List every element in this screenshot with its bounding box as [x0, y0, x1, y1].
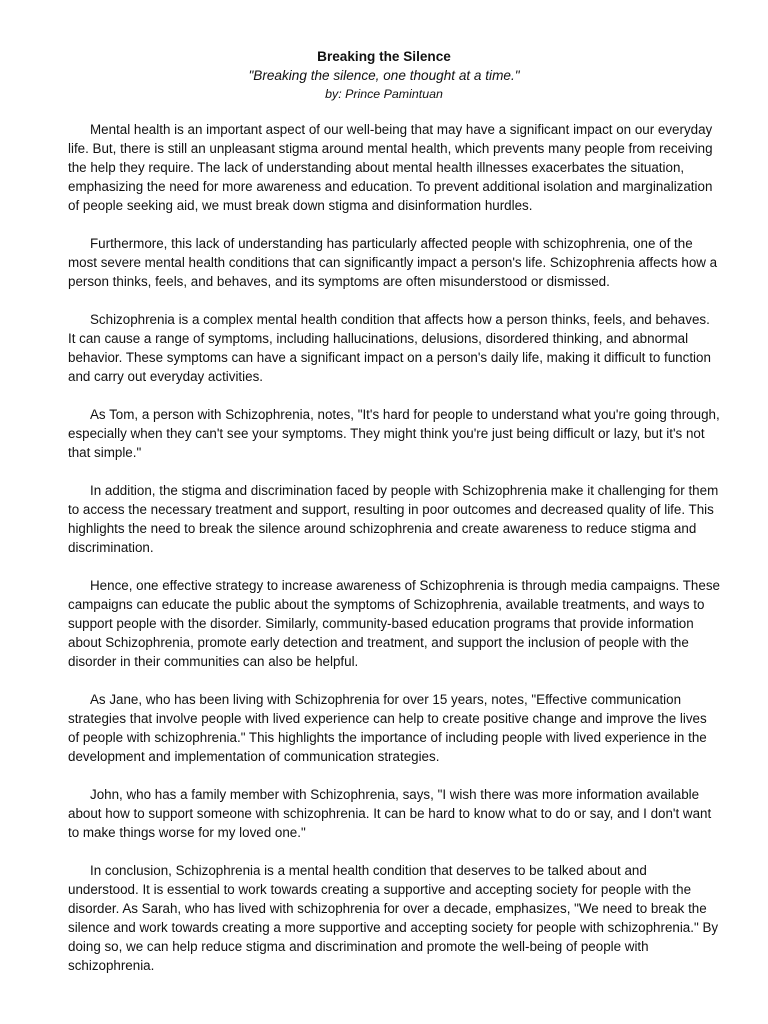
paragraph-john-quote: John, who has a family member with Schizophrenia, says, "I wish there was more information available about how to support someone with schizophrenia. It can be hard to know what to do or say, and I don't want to make things worse for my loved one."	[68, 787, 712, 840]
document-header	[0, 47, 768, 104]
paragraph-conclusion: In conclusion, Schizophrenia is a mental health condition that deserves to be talked about and understood. It is essential to work towards creating a supportive and accepting society for people with the disorder. As Sarah, who has lived with schizophrenia for over a decade, emphasizes, "We need to break the silence and work towards creating a more supportive and accepting society for people with schizophrenia." By doing so, we can help reduce stigma and discrimination and promote the well-being of people with schizophrenia.	[68, 863, 719, 973]
paragraph-tom-quote: As Tom, a person with Schizophrenia, notes, "It's hard for people to understand what you're going through, especially when they can't see your symptoms. They might think you're just being difficult or lazy, but it's not that simple."	[68, 407, 720, 460]
document-title: Breaking the Silence	[317, 49, 451, 64]
document-subtitle: "Breaking the silence, one thought at a time."	[248, 68, 520, 83]
paragraph-stigma: In addition, the stigma and discrimination faced by people with Schizophrenia make it challenging for them to access the necessary treatment and support, resulting in poor outcomes and decreased quality of life. This highlights the need to break the silence around schizophrenia and create awareness to reduce stigma and discrimination.	[68, 483, 719, 555]
paragraph-intro: Mental health is an important aspect of our well-being that may have a significant impact on our everyday life. But, there is still an unpleasant stigma around mental health, which prevents many people from receiving the help they require. The lack of understanding about mental health illnesses exacerbates the situation, emphasizing the need for more awareness and education. To prevent additional isolation and marginalization of people seeking aid, we must break down stigma and disinformation hurdles.	[68, 122, 713, 213]
paragraph-schizophrenia-impact: Furthermore, this lack of understanding has particularly affected people with schizophrenia, one of the most severe mental health conditions that can significantly impact a person's life. Schizophrenia affects how a person thinks, feels, and behaves, and its symptoms are often misunderstood or dismissed.	[68, 236, 718, 289]
document-body	[68, 120, 720, 994]
paragraph-media-campaigns: Hence, one effective strategy to increase awareness of Schizophrenia is through media campaigns. These campaigns can educate the public about the symptoms of Schizophrenia, available treatments, and ways to support people with the disorder. Similarly, community-based education programs that provide information about Schizophrenia, promote early detection and treatment, and support the inclusion of people with the disorder in their communities can also be helpful.	[68, 578, 720, 669]
paragraph-schizophrenia-definition: Schizophrenia is a complex mental health condition that affects how a person thinks, feels, and behaves. It can cause a range of symptoms, including hallucinations, delusions, disordered thinking, and abnormal behavior. These symptoms can have a significant impact on a person's daily life, making it difficult to function and carry out everyday activities.	[68, 312, 711, 384]
paragraph-jane-quote: As Jane, who has been living with Schizophrenia for over 15 years, notes, "Effective communication strategies that involve people with lived experience can help to create positive change and improve the lives of people with schizophrenia." This highlights the importance of including people with lived experience in the development and implementation of communication strategies.	[68, 692, 707, 764]
document-byline: by: Prince Pamintuan	[325, 87, 443, 101]
